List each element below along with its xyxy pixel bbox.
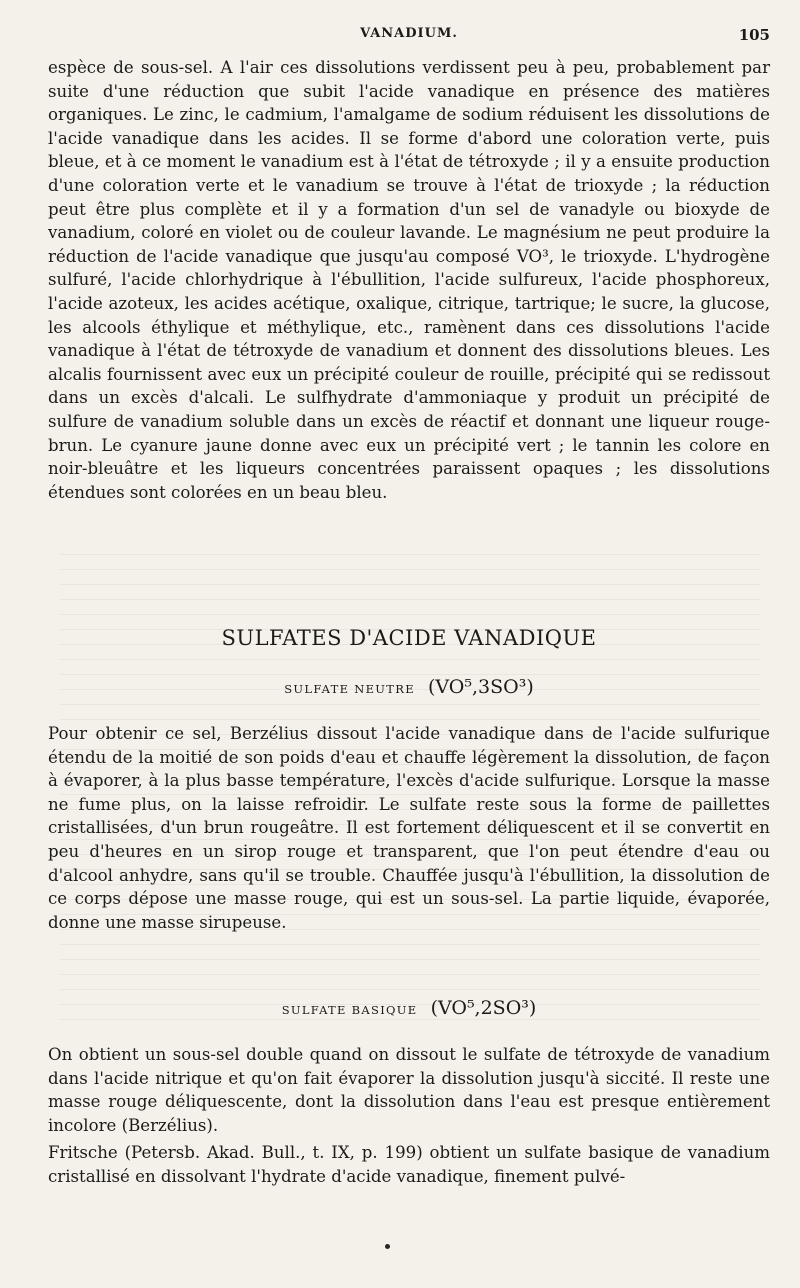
running-title: VANADIUM.	[360, 26, 458, 41]
subsection-label: SULFATE BASIQUE	[281, 1003, 418, 1017]
footer-dot	[385, 1244, 390, 1249]
chemical-formula: (VO⁵,2SO³)	[430, 997, 537, 1019]
subsection-neutral-sulfate	[48, 676, 770, 698]
subsection-label: SULFATE NEUTRE	[284, 682, 415, 696]
paragraph-fritsche: Fritsche (Petersb. Akad. Bull., t. IX, p. 199) obtient un sulfate basique de vanadium cristallisé en dissolvant l'hydrate d'acide vanadique, finement pulvé-	[48, 1143, 770, 1186]
paragraph-basic-sulfate: On obtient un sous-sel double quand on dissout le sulfate de tétroxyde de vanadium dans l'acide nitrique et qu'on fait évaporer la dissolution jusqu'à siccité. Il reste une masse rouge déliquescente, dont la dissolution dans l'eau est presque entièrement incolore (Berzélius).	[48, 1045, 770, 1135]
paragraph-neutral-sulfate: Pour obtenir ce sel, Berzélius dissout l'acide vanadique dans de l'acide sulfurique étendu de la moitié de son poids d'eau et chauffe légèrement la dissolution, de façon à évaporer, à la plus basse température, l'excès d'acide sulfurique. Lorsque la masse ne fume plus, on la laisse refroidir. Le sulfate reste sous la forme de paillettes cristallisées, d'un brun rougeâtre. Il est fortement déliquescent et il se convertit en peu d'heures en un sirop rouge et transparent, que l'on peut étendre d'eau ou d'alcool anhydre, sans qu'il se trouble. Chauffée jusqu'à l'ébullition, la dissolution de ce corps dépose une masse rouge, qui est un sous-sel. La partie liquide, évaporée, donne une masse sirupeuse.	[48, 724, 770, 932]
page-number: 105	[738, 26, 770, 44]
subsection-basic-sulfate	[48, 997, 770, 1019]
chemical-formula: (VO⁵,3SO³)	[428, 676, 534, 698]
running-header	[48, 26, 770, 48]
section-title: SULFATES D'ACIDE VANADIQUE	[221, 626, 597, 650]
paragraph-reduction: espèce de sous-sel. A l'air ces dissolutions verdissent peu à peu, probablement par suite d'une réduction que subit l'acide vanadique en présence des matières organiques. Le zinc, le cadmium, l'amalgame de sodium réduisent les dissolutions de l'acide vanadique dans les acides. Il se forme d'abord une coloration verte, puis bleue, et à ce moment le vanadium est à l'état de tétroxyde ; il y a ensuite production d'une coloration verte et le vanadium se trouve à l'état de trioxyde ; la réduction peut être plus complète et il y a formation d'un sel de vanadyle ou bioxyde de vanadium, coloré en violet ou de couleur lavande. Le magnésium ne peut produire la réduction de l'acide vanadique que jusqu'au composé VO³, le trioxyde. L'hydrogène sulfuré, l'acide chlorhydrique à l'ébullition, l'acide sulfureux, l'acide phosphoreux, l'acide azoteux, les acides acétique, oxalique, citrique, tartrique; le sucre, la glucose, les alcools éthylique et méthylique, etc., ramènent dans ces dissolutions l'acide vanadique à l'état de tétroxyde de vanadium et donnent des dissolutions bleues. Les alcalis fournissent avec eux un précipité couleur de rouille, précipité qui se redissout dans un excès d'alcali. Le sulfhydrate d'ammoniaque y produit un précipité de sulfure de vanadium soluble dans un excès de réactif et donnant une liqueur rouge-brun. Le cyanure jaune donne avec eux un précipité vert ; le tannin les colore en noir-bleuâtre et les liqueurs concentrées paraissent opaques ; les dissolutions étendues sont colorées en un beau bleu.	[48, 58, 770, 502]
